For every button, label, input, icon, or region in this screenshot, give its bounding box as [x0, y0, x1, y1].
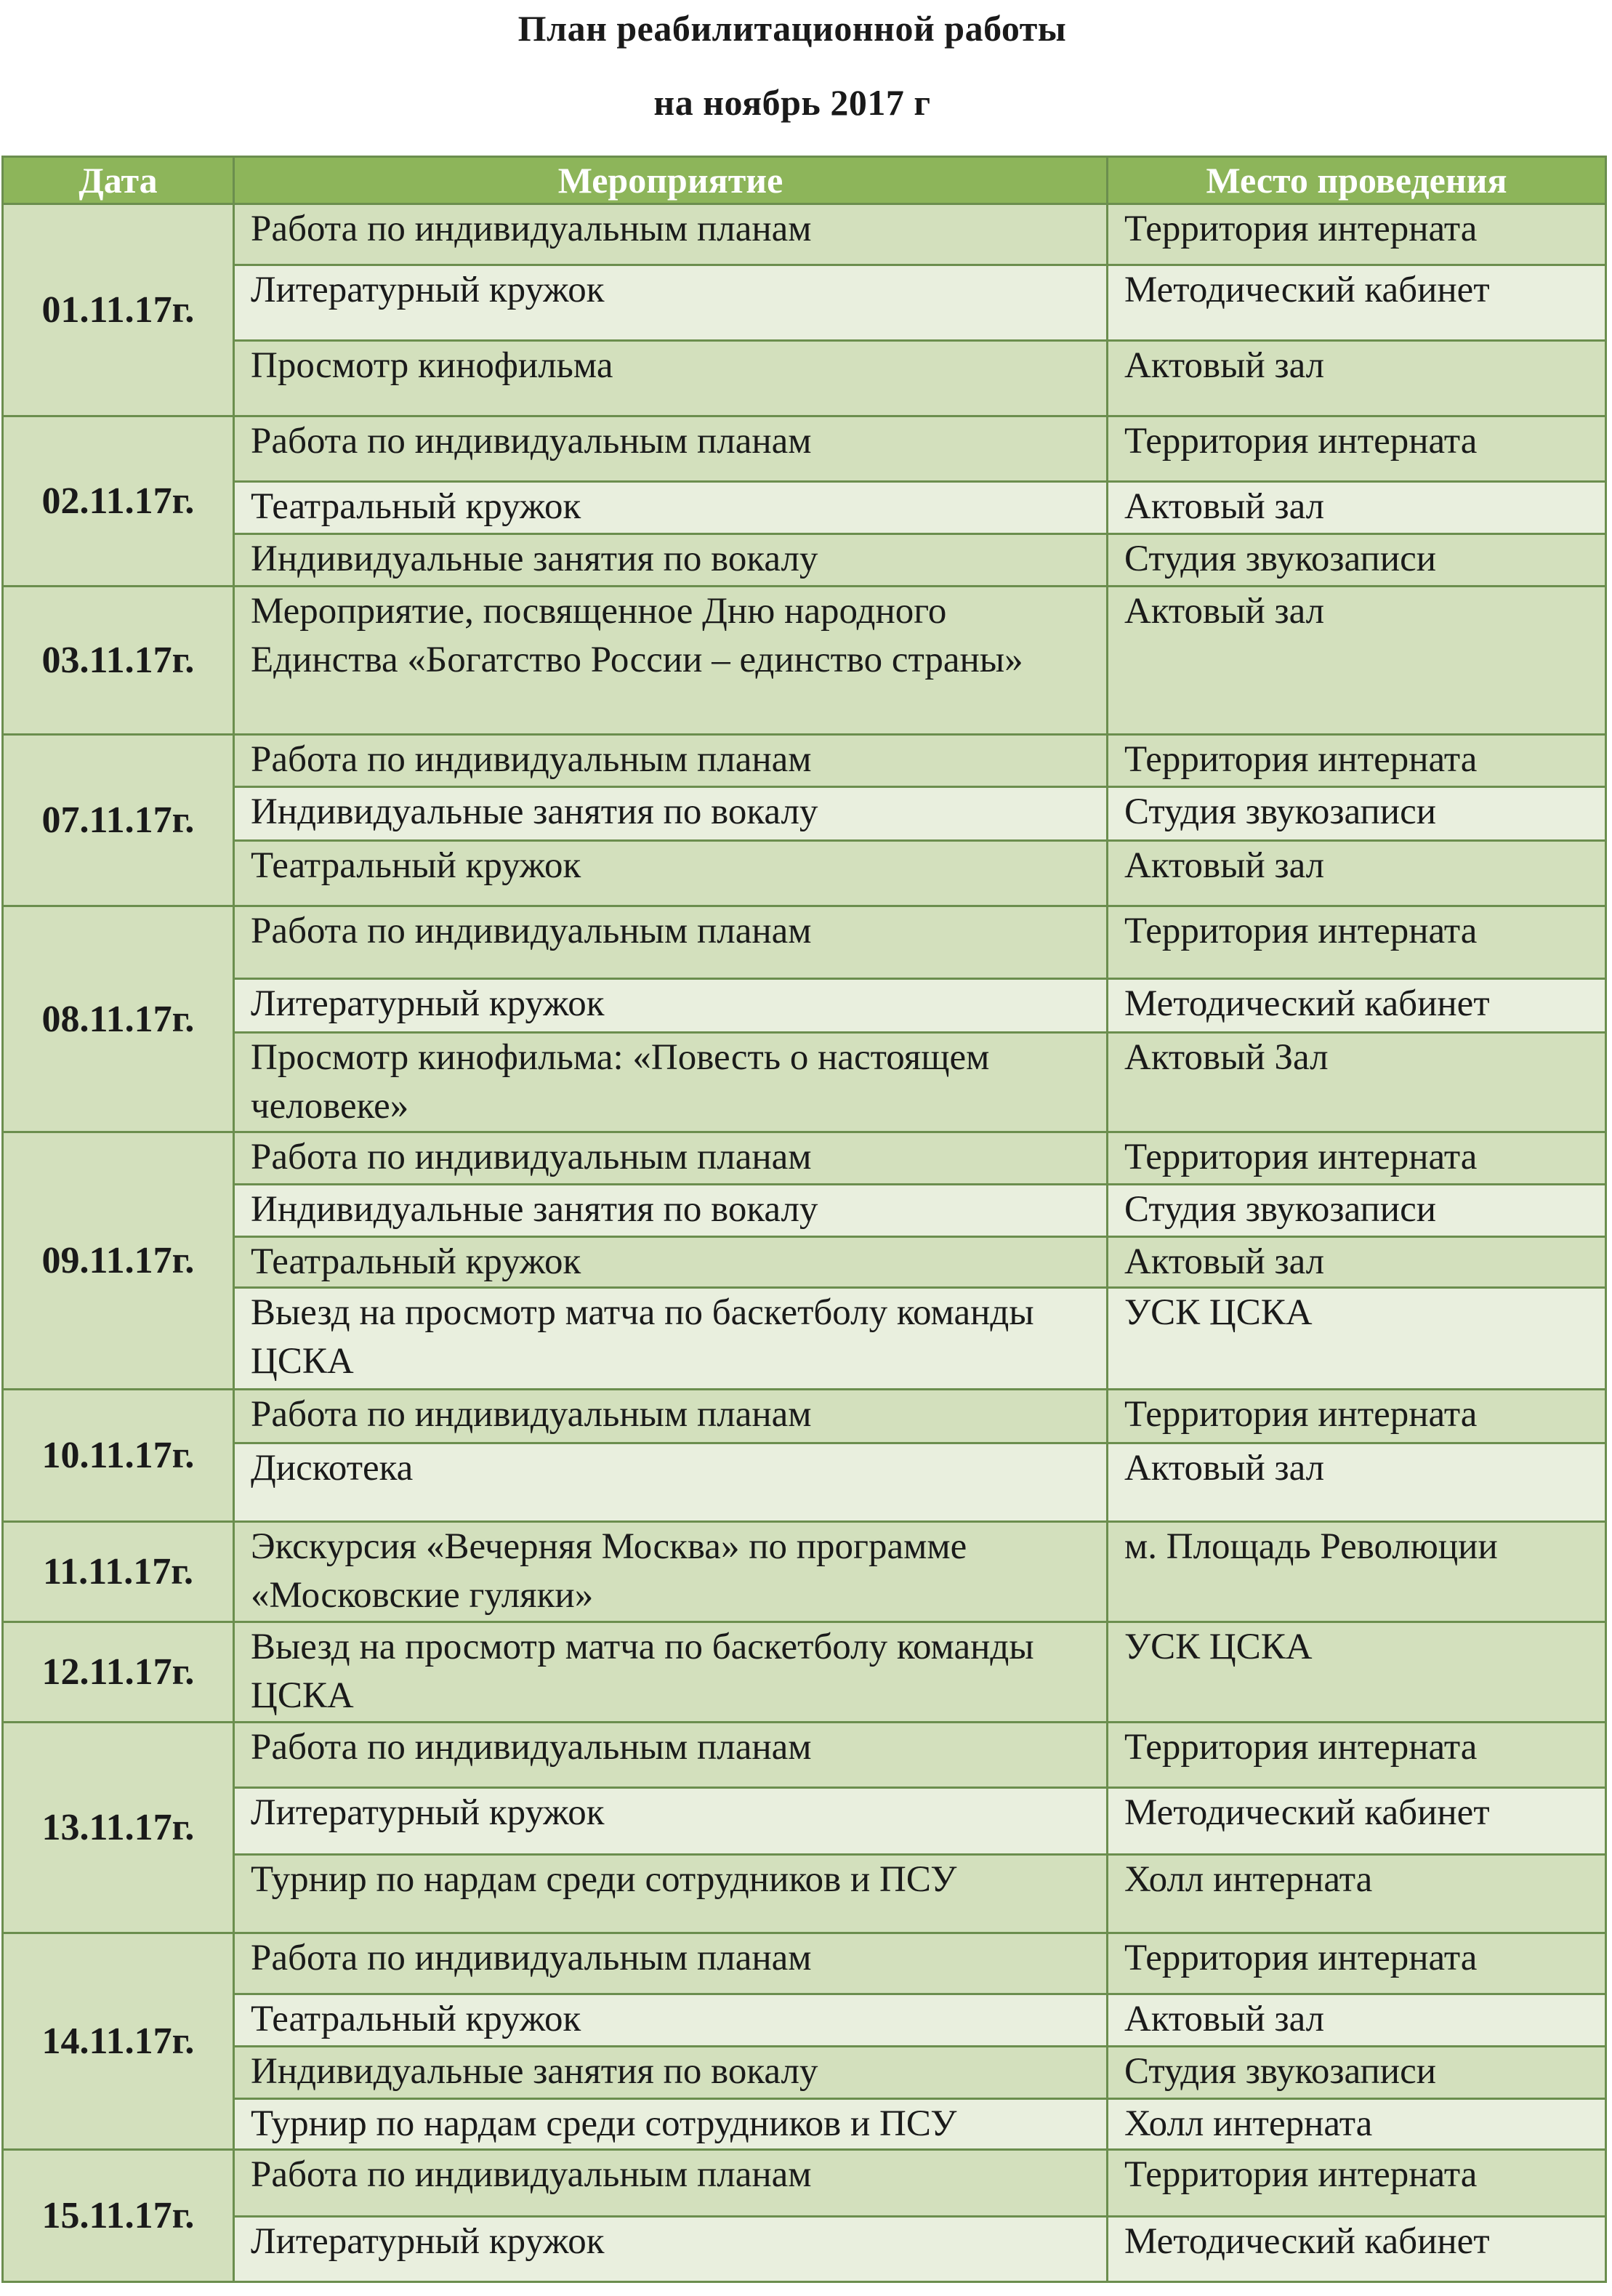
table-row [3, 1522, 1606, 1622]
table-row [3, 2150, 1606, 2217]
event-cell: Работа по индивидуальным планам [234, 735, 1108, 787]
place-cell: Территория интерната [1108, 204, 1606, 265]
table-row [3, 841, 1606, 906]
place-cell: Территория интерната [1108, 906, 1606, 979]
header-date: Дата [3, 157, 234, 204]
place-cell: УСК ЦСКА [1108, 1288, 1606, 1390]
event-cell: Выезд на просмотр матча по баскетболу команды ЦСКА [234, 1288, 1108, 1390]
event-cell: Индивидуальные занятия по вокалу [234, 2047, 1108, 2099]
table-row [3, 204, 1606, 265]
date-cell: 10.11.17г. [3, 1390, 234, 1522]
table-row [3, 2047, 1606, 2099]
event-cell: Мероприятие, посвященное Дню народного Единства «Богатство России – единство страны» [234, 587, 1108, 735]
event-cell: Работа по индивидуальным планам [234, 2150, 1108, 2217]
event-cell: Театральный кружок [234, 1237, 1108, 1288]
place-cell: Актовый зал [1108, 587, 1606, 735]
table-row [3, 906, 1606, 979]
date-cell: 08.11.17г. [3, 906, 234, 1132]
date-cell: 14.11.17г. [3, 1933, 234, 2150]
event-cell: Выезд на просмотр матча по баскетболу команды ЦСКА [234, 1622, 1108, 1723]
page-subtitle: на ноябрь 2017 г [653, 82, 931, 123]
place-cell: Актовый Зал [1108, 1033, 1606, 1132]
table-row [3, 265, 1606, 341]
place-cell: Актовый зал [1108, 341, 1606, 416]
place-cell: Актовый зал [1108, 1994, 1606, 2047]
table-row [3, 1788, 1606, 1855]
table-row [3, 1622, 1606, 1723]
table-row [3, 735, 1606, 787]
place-cell: Студия звукозаписи [1108, 534, 1606, 587]
date-cell: 01.11.17г. [3, 204, 234, 416]
event-cell: Театральный кружок [234, 841, 1108, 906]
table-row [3, 1033, 1606, 1132]
place-cell: Территория интерната [1108, 1390, 1606, 1443]
event-cell: Турнир по нардам среди сотрудников и ПСУ [234, 2099, 1108, 2150]
event-cell: Работа по индивидуальным планам [234, 1933, 1108, 1994]
table-row [3, 2099, 1606, 2150]
date-cell: 13.11.17г. [3, 1723, 234, 1933]
header-event: Мероприятие [234, 157, 1108, 204]
place-cell: Студия звукозаписи [1108, 1185, 1606, 1237]
place-cell: Актовый зал [1108, 482, 1606, 534]
table-row [3, 1185, 1606, 1237]
table-row [3, 979, 1606, 1033]
date-cell: 02.11.17г. [3, 416, 234, 587]
event-cell: Работа по индивидуальным планам [234, 1132, 1108, 1185]
event-cell: Экскурсия «Вечерняя Москва» по программе «Московские гуляки» [234, 1522, 1108, 1622]
place-cell: Методический кабинет [1108, 979, 1606, 1033]
table-row [3, 1855, 1606, 1933]
event-cell: Работа по индивидуальным планам [234, 204, 1108, 265]
event-cell: Театральный кружок [234, 1994, 1108, 2047]
event-cell: Работа по индивидуальным планам [234, 1390, 1108, 1443]
table-row [3, 1723, 1606, 1788]
place-cell: Территория интерната [1108, 416, 1606, 482]
table-row [3, 2217, 1606, 2282]
place-cell: Студия звукозаписи [1108, 787, 1606, 841]
place-cell: Методический кабинет [1108, 265, 1606, 341]
event-cell: Работа по индивидуальным планам [234, 1723, 1108, 1788]
date-cell: 03.11.17г. [3, 587, 234, 735]
table-row [3, 482, 1606, 534]
place-cell: Холл интерната [1108, 2099, 1606, 2150]
place-cell: Территория интерната [1108, 1933, 1606, 1994]
event-cell: Просмотр кинофильма [234, 341, 1108, 416]
page-title: План реабилитационной работы [517, 8, 1067, 49]
table-row [3, 534, 1606, 587]
place-cell: Методический кабинет [1108, 2217, 1606, 2282]
header-place: Место проведения [1108, 157, 1606, 204]
table-row [3, 341, 1606, 416]
date-cell: 11.11.17г. [3, 1522, 234, 1622]
place-cell: Актовый зал [1108, 1237, 1606, 1288]
event-cell: Театральный кружок [234, 482, 1108, 534]
place-cell: Методический кабинет [1108, 1788, 1606, 1855]
table-row [3, 1237, 1606, 1288]
place-cell: Территория интерната [1108, 2150, 1606, 2217]
event-cell: Работа по индивидуальным планам [234, 906, 1108, 979]
event-cell: Индивидуальные занятия по вокалу [234, 1185, 1108, 1237]
table-row [3, 416, 1606, 482]
place-cell: м. Площадь Революции [1108, 1522, 1606, 1622]
place-cell: Территория интерната [1108, 1132, 1606, 1185]
place-cell: УСК ЦСКА [1108, 1622, 1606, 1723]
event-cell: Индивидуальные занятия по вокалу [234, 534, 1108, 587]
event-cell: Просмотр кинофильма: «Повесть о настоящем человеке» [234, 1033, 1108, 1132]
table-row [3, 1288, 1606, 1390]
event-cell: Индивидуальные занятия по вокалу [234, 787, 1108, 841]
date-cell: 09.11.17г. [3, 1132, 234, 1390]
date-cell: 12.11.17г. [3, 1622, 234, 1723]
event-cell: Дискотека [234, 1443, 1108, 1522]
date-cell: 07.11.17г. [3, 735, 234, 906]
table-row [3, 1443, 1606, 1522]
schedule-table [1, 156, 1607, 2283]
table-row [3, 1994, 1606, 2047]
place-cell: Территория интерната [1108, 735, 1606, 787]
event-cell: Работа по индивидуальным планам [234, 416, 1108, 482]
place-cell: Студия звукозаписи [1108, 2047, 1606, 2099]
event-cell: Литературный кружок [234, 2217, 1108, 2282]
event-cell: Литературный кружок [234, 1788, 1108, 1855]
event-cell: Литературный кружок [234, 979, 1108, 1033]
place-cell: Актовый зал [1108, 841, 1606, 906]
event-cell: Турнир по нардам среди сотрудников и ПСУ [234, 1855, 1108, 1933]
place-cell: Холл интерната [1108, 1855, 1606, 1933]
table-row [3, 787, 1606, 841]
date-cell: 15.11.17г. [3, 2150, 234, 2282]
header-row [3, 157, 1606, 204]
table-row [3, 1132, 1606, 1185]
table-row [3, 1933, 1606, 1994]
place-cell: Территория интерната [1108, 1723, 1606, 1788]
place-cell: Актовый зал [1108, 1443, 1606, 1522]
table-row [3, 1390, 1606, 1443]
event-cell: Литературный кружок [234, 265, 1108, 341]
table-row [3, 587, 1606, 735]
